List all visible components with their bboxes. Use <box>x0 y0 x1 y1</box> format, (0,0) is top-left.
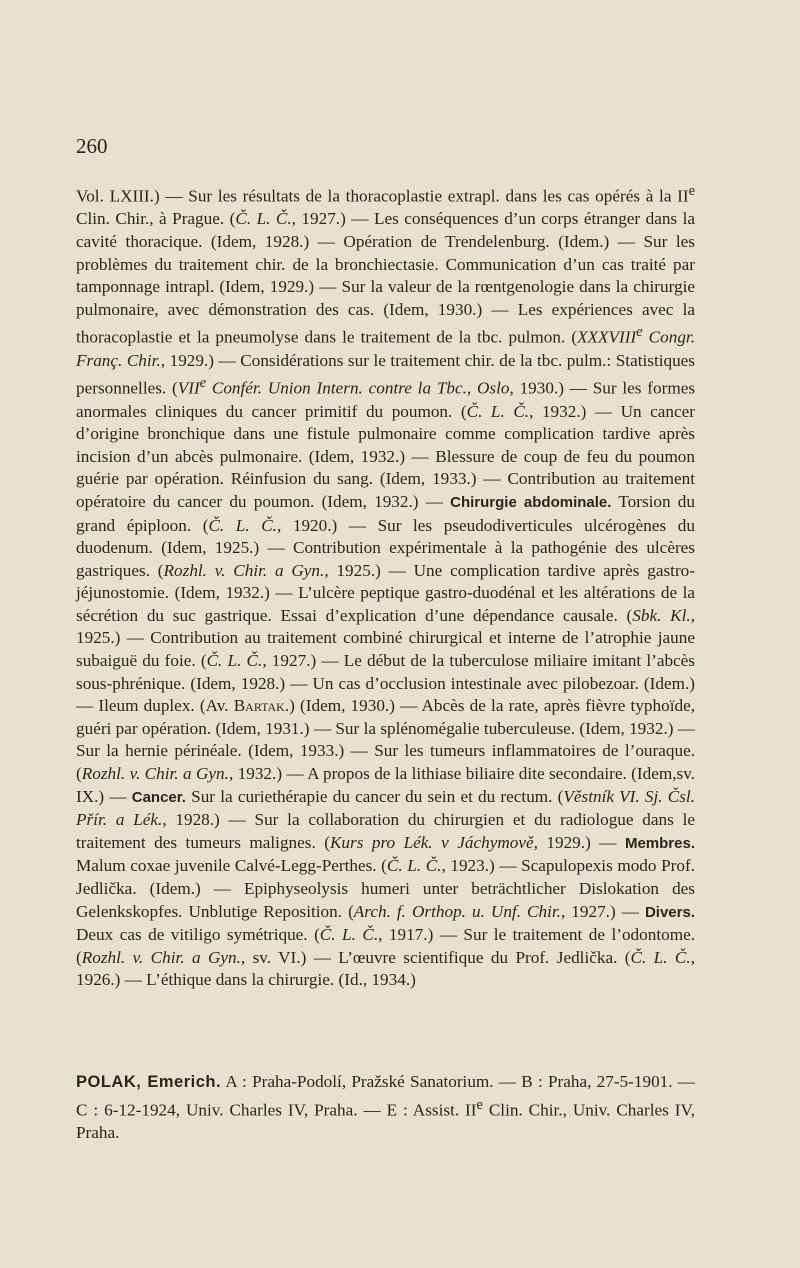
page-number: 260 <box>76 134 108 158</box>
text-segment: , 1925.) — Contribution au traitement combiné chirurgical et interne de l’atrophie jaune subaiguë du foie. ( <box>76 605 695 671</box>
text-segment: , 1932.) — Un cancer d’origine bronchique dans une fistule pulmonaire comme complication tardive après incision d’un abcès pulmonaire. (Idem, 1932.) — Blessure de coup de feu du poumon guérie par opération. Réinfusion du sang. (Idem, 1933.) — Contribution au traitement opératoire du cancer du poumon. (Idem, 1932.) — <box>76 401 696 511</box>
text-segment: Malum coxae juvenile Calvé-Legg-Perthes. ( <box>76 856 387 876</box>
text-segment: Clin. Chir., à Prague. ( <box>76 209 236 229</box>
text-segment: , 1928.) — Sur la collaboration du chirurgien et du radiologue dans le traitement des tumeurs malignes. ( <box>76 810 695 852</box>
text-segment: Kurs pro Lék. v Jáchymově <box>329 832 534 852</box>
bibliography-text <box>76 180 695 992</box>
section-heading: Divers. <box>644 903 695 921</box>
text-segment: , 1932.) — A propos de la lithiase biliaire dite secondaire. (Idem,sv. IX.) — <box>76 764 695 806</box>
text-segment: Sur la curiethérapie du cancer du sein et du rectum. ( <box>185 786 564 806</box>
text-segment: , 1927.) — Le début de la tuberculose miliaire imitant l’abcès sous-phrénique. (Idem, 1928.) — Un cas d’occlusion intestinale avec pilobezoar. (Idem.) — Ileum duplex. (Av. <box>76 651 695 716</box>
author-name: POLAK, Emerich. <box>76 1073 222 1091</box>
author-entry-text-a: A : Praha-Podolí, Pražské Sanatorium. — B : Praha, 27-5-1901. — C : 6-12-1924, Univ. Charles IV, Praha. — E : Assist. II <box>76 1072 695 1120</box>
text-segment: Rozhl. v. Chir. a Gyn. <box>81 947 241 967</box>
text-segment: 1930.) — Sur les formes anormales cliniques du cancer primitif du poumon. ( <box>76 378 696 421</box>
text-segment: , 1927.) — <box>560 901 645 921</box>
text-segment: Č. L. Č. <box>235 209 292 229</box>
text-segment: Č. L. Č. <box>630 947 691 967</box>
text-segment: , 1917.) — Sur le traitement de l’odontome. ( <box>76 925 695 967</box>
text-segment: , 1926.) — L’éthique dans la chirurgie. (Id., 1934.) <box>76 947 695 990</box>
text-segment: Č. L. Č. <box>466 401 530 421</box>
text-segment: , 1920.) — Sur les pseudodiverticules ulcérogènes du duodenum. (Idem, 1925.) — Contribution expérimentale à la pathogénie des ulcères gastriques. ( <box>76 515 695 580</box>
text-segment: Congr. Franç. Chir. <box>76 328 696 370</box>
text-segment: Vol. LXIII.) — Sur les résultats de la thoracoplastie extrapl. dans les cas opérés à la II <box>76 186 689 206</box>
text-segment: XXXVIII <box>577 328 637 348</box>
text-segment: , 1925.) — Une complication tardive après gastro-jéjunostomie. (Idem, 1932.) — L’ulcère peptique gastro-duodénal et les altérations de la sécrétion du suc gastrique. Essai d’explication d’une dépendance causale. ( <box>76 560 695 625</box>
superscript: e <box>476 1096 483 1113</box>
text-segment: Č. L. Č. <box>208 515 277 535</box>
section-heading: Membres. <box>624 834 695 852</box>
text-segment: Věstník VI. Sj. Čsl. Přír. a Lék. <box>76 786 695 830</box>
author-entry-text-b: Clin. Chir., Univ. Charles IV, Praha. <box>76 1100 695 1142</box>
bibliography-paragraph <box>76 180 695 992</box>
text-segment: , sv. VI.) — L’œuvre scientifique du Prof. Jedlička. ( <box>240 947 631 967</box>
text-segment: Č. L. Č. <box>206 651 263 671</box>
text-segment: e <box>199 375 207 392</box>
text-segment: Confér. Union Intern. contre la Tbc., Oslo, <box>206 378 514 398</box>
section-heading: Cancer. <box>131 788 186 806</box>
text-segment: Torsion du grand épiploon. ( <box>76 491 695 535</box>
text-segment: .) (Idem, 1930.) — Abcès de la rate, après fièvre typhoïde, guéri par opération. (Idem, 1931.) — Sur la splénomégalie tuberculeuse. (Idem, 1932.) — Sur la hernie périnéale. (Idem, 1933.) — Sur les tumeurs inflammatoires de l’ouraque. ( <box>76 696 695 784</box>
text-segment: Deux cas de vitiligo symétrique. ( <box>76 925 320 945</box>
text-segment: e <box>688 183 695 199</box>
text-segment: Rozhl. v. Chir. a Gyn. <box>163 560 325 580</box>
text-segment: Rozhl. v. Chir. a Gyn. <box>81 764 229 784</box>
text-segment: , 1929.) — <box>533 832 625 852</box>
text-segment: , 1929.) — Considérations sur le traitement chir. de la tbc. pulm.: Statistiques personnelles. ( <box>76 350 696 398</box>
author-entry-paragraph <box>76 1071 695 1145</box>
text-segment: Bartak <box>233 696 285 716</box>
text-segment: , 1927.) — Les conséquences d’un corps étranger dans la cavité thoracique. (Idem, 1928.) — Opération de Trendelenburg. (Idem.) — Sur les problèmes du traitement chir. de la bronchiectasie. Communication d’un cas traité par tamponnage intrapl. (Idem, 1929.) — Sur la valeur de la rœntgenologie dans la chirurgie pulmonaire, avec démonstration des cas. (Idem, 1930.) — Les expériences avec la thoracoplastie et la pneumolyse dans le traitement de la tbc. pulmon. ( <box>76 209 695 348</box>
text-segment: Sbk. Kl. <box>632 605 691 625</box>
section-heading: Chirurgie abdominale. <box>450 493 612 511</box>
text-segment: Č. L. Č. <box>386 856 442 876</box>
text-segment: , 1923.) — Scapulopexis modo Prof. Jedlička. (Idem.) — Epiphyseolysis humeri unter beträchtlicher Dislokation des Gelenkskopfes. Unblutige Reposition. ( <box>76 856 695 921</box>
text-segment: Arch. f. Orthop. u. Unf. Chir. <box>353 901 561 921</box>
text-segment: e <box>636 324 643 341</box>
text-segment: VII <box>177 378 200 398</box>
text-segment: Č. L. Č. <box>319 925 379 945</box>
author-entry <box>76 1071 695 1145</box>
